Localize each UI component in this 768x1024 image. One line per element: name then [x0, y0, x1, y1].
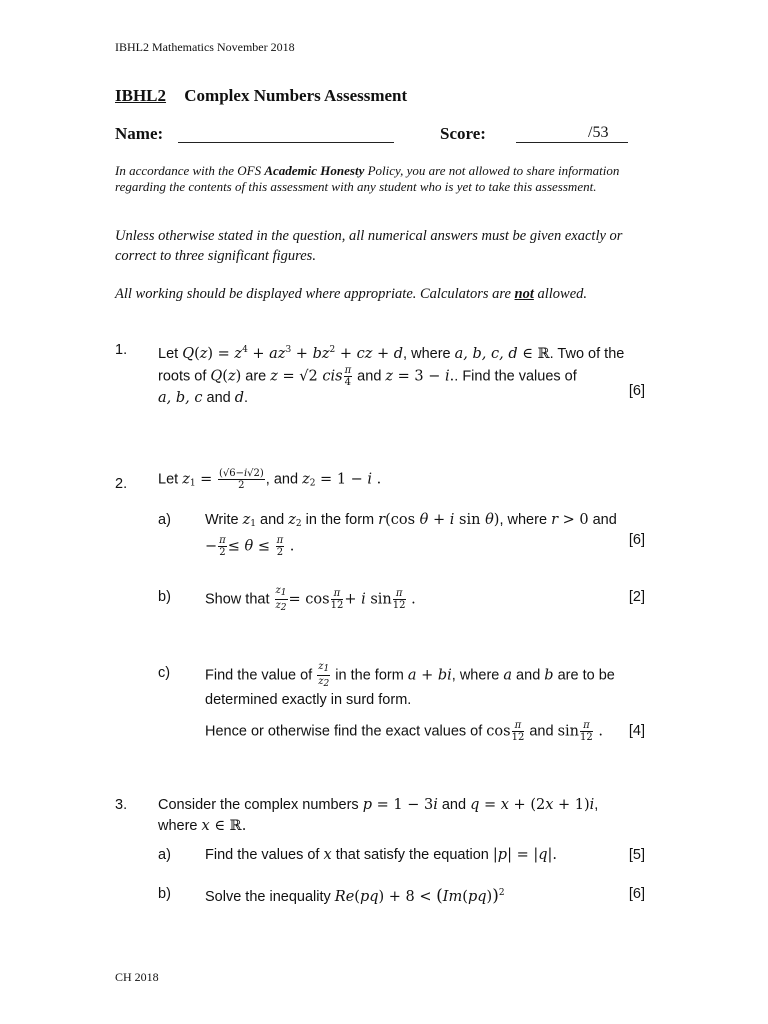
question-3b-text: Solve the inequality $Re(pq) + 8 < (Im(pq))^2$	[205, 886, 505, 906]
score-label: Score:	[440, 124, 486, 143]
page-footer: CH 2018	[115, 970, 159, 984]
q1-text: Let	[158, 346, 183, 362]
q1-text: and	[202, 390, 235, 406]
q1-text: , where	[403, 346, 455, 362]
question-3a-text: Find the values of x that satisfy the equation |p| = |q|.	[205, 847, 558, 863]
part-label: b)	[158, 589, 171, 605]
assessment-title: Complex Numbers Assessment	[184, 86, 408, 105]
q2c-text: and	[512, 667, 545, 684]
question-3-intro: Consider the complex numbers p = 1 − 3i and q = x + (2x + 1)i, where x ∈ ℝ.	[158, 797, 599, 834]
part-label: a)	[158, 512, 171, 528]
q2-text: , and	[265, 471, 303, 488]
q2a-text: in the form	[301, 512, 379, 528]
q2-text: Let	[158, 471, 183, 488]
question-number: 1.	[115, 342, 128, 358]
question-number: 3.	[115, 797, 128, 813]
question-2c-hence: Hence or otherwise find the exact values of cos $\frac{\pi}{12}$ and sin $\frac{\pi}{12}$ .	[205, 720, 603, 743]
q2a-text: , where	[499, 512, 552, 528]
q3b-marks: [6]	[628, 886, 645, 902]
q2c-text: are to be	[553, 667, 615, 684]
working-text-part: allowed.	[533, 286, 588, 302]
q1-text: . Find the values of	[454, 368, 577, 385]
question-2b-text: Show that $\frac{z1}{z2}$ = cos $\frac{\pi}{12}$ + i sin $\frac{\pi}{12}$ .	[205, 585, 416, 613]
q2c-text: Hence or otherwise find the exact values of	[205, 723, 487, 740]
part-label: b)	[158, 886, 171, 902]
q2c-text: , where	[451, 667, 504, 684]
q3a-marks: [5]	[628, 847, 645, 863]
course-code: IBHL2	[115, 86, 167, 105]
honesty-policy-text	[115, 163, 655, 195]
honesty-text-part: Policy, you are not allowed to share information regarding the contents of this assessment with any student who is yet to take this assessment.	[115, 163, 620, 194]
q1-line-1: Let $Q(z) = z^4 + az^3 + bz^2$ + cz + d, where a, b, c, d ∈ ℝ. Two of the	[158, 345, 625, 362]
name-label: Name:	[115, 124, 164, 143]
q2c-marks: [4]	[628, 723, 645, 739]
q1-marks: [6]	[628, 383, 645, 399]
sig-fig-instruction: Unless otherwise stated in the question, all numerical answers must be given exactly or correct to three significant figures.	[115, 228, 623, 264]
q3b-text: Solve the inequality	[205, 889, 335, 905]
honesty-text-part: In accordance with the OFS	[115, 163, 265, 178]
q2c-text: Find the value of	[205, 667, 317, 684]
q3-text: ,	[594, 797, 599, 813]
q1-line-3: a, b, c and d.	[158, 390, 249, 406]
q2b-marks: [2]	[628, 589, 645, 605]
q1-polynomial: Q	[182, 346, 195, 362]
q1-text: . Two of the	[549, 346, 625, 362]
question-2c-text: Find the value of $\frac{z1}{z2}$ in the form a + bi, where a and b are to be determined exactly in surd form.	[205, 661, 645, 711]
q1-text: .	[244, 390, 249, 406]
q2a-text: and	[588, 512, 617, 528]
q2c-text: in the form	[331, 667, 408, 684]
question-1-text	[158, 340, 648, 409]
q2c-text: and	[525, 723, 558, 740]
document-header: IBHL2 Mathematics November 2018	[115, 40, 295, 54]
q2a-text: and	[255, 512, 289, 528]
not-emphasis: not	[514, 286, 534, 302]
working-instruction	[115, 286, 655, 303]
fraction: $\frac{\pi}{4}$	[344, 365, 352, 388]
question-2-intro: Let $z_1$ = $\frac{(√6-i√2)}{2}$ , and $z_2 = 1 - i$ .	[158, 468, 382, 491]
question-2a-text: Write $z_1$ and $z_2$ in the form r(cos θ + i sin θ), where r > 0 and − $\frac{\pi}{2}$ ≤ θ ≤ $\frac{\pi}{2}$ .	[205, 512, 617, 558]
q1-text: and	[353, 368, 386, 385]
score-field[interactable]	[516, 142, 628, 143]
q3a-text: Find the values of	[205, 847, 324, 863]
q2a-text: Write	[205, 512, 243, 528]
question-number: 2.	[115, 476, 128, 492]
q2b-text: Show that	[205, 591, 274, 608]
q3-text: and	[437, 797, 471, 813]
part-label: a)	[158, 847, 171, 863]
working-text-part: All working should be displayed where appropriate. Calculators are	[115, 286, 515, 302]
q3-text: Consider the complex numbers	[158, 797, 363, 813]
q1-text: are	[241, 368, 271, 385]
page-title	[115, 86, 407, 106]
part-label: c)	[158, 665, 171, 681]
q3a-text: that satisfy the equation	[331, 847, 493, 863]
q1-text: roots of	[158, 368, 211, 385]
score-total: /53	[588, 124, 609, 141]
q2a-marks: [6]	[628, 532, 645, 548]
q3-text: where	[158, 818, 202, 834]
fraction: $\frac{(√6-i√2)}{2}$	[218, 468, 264, 491]
q2c-text: determined exactly in surd form.	[205, 692, 412, 708]
name-field[interactable]	[178, 142, 394, 143]
q1-line-2: roots of Q(z) are z = √2 cis $\frac{\pi}{4}$ and z = 3 − i.. Find the values of	[158, 365, 577, 388]
honesty-emphasis: Academic Honesty	[264, 163, 365, 178]
